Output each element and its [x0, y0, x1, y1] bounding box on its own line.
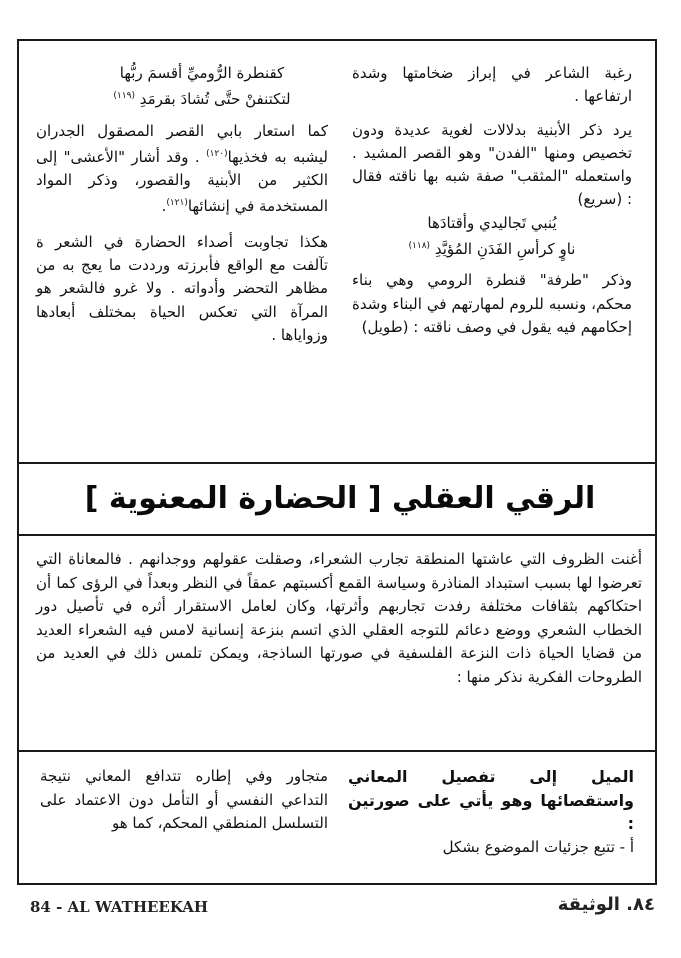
text: .: [161, 197, 167, 216]
bottom-right-column: [348, 765, 634, 859]
verse-line: [36, 85, 328, 111]
subheading: الميل إلى تفصيل المعاني واستقصائها وهو يأتي على صورتين :: [348, 767, 634, 833]
paragraph: وذكر "طرفة" قنطرة الرومي وهي بناء محكم، ونسبه للروم لمهارتهم في البناء وشدة إحكامهم فيه يقول في وصف ناقته : (طويل): [352, 271, 632, 336]
verse-text: ناوٍ كرأسِ الفَدَنِ المُؤيَّدِ: [434, 240, 576, 259]
divider: [18, 750, 656, 752]
paragraph: أغنت الظروف التي عاشتها المنطقة تجارب الشعراء، وصقلت عقولهم ووجدانهم . فالمعاناة التي تعرضوا لها بسبب استبداد المناذرة وسياسة القمع أكسبتهم عمقاً في النظر وبعداً في الرؤى كما أن احتكاكهم بثقافات مختلفة رفدت تجاربهم وأثرتها، وكان لعامل الاستقرار أثره في تأصيل دور الخطاب الشعري ووضع دعائم للتوجه العقلي الذي اتسم بنزعة إنسانية لامس فيه الشعراء العديد من قضايا الحياة ذات النزعة الفلسفية في صورتها الساذجة، ويمكن تلمس ذلك في العديد من الطروحات الفكرية نذكر منها :: [36, 550, 642, 686]
verse-line: كقنطرة الرُّوميِّ أقسمَ ربُّها: [119, 64, 285, 82]
left-column: [36, 62, 328, 347]
paragraph: متجاور وفي إطاره تتدافع المعاني نتيجة التداعي النفسي أو التأمل دون الاعتماد على التسلسل المنطقي المحكم، كما هو: [40, 767, 328, 832]
footer-page-label-arabic: ٨٤. الوثيقة: [557, 894, 655, 915]
footnote-ref: (١٢١): [166, 198, 188, 209]
footnote-ref: (١٢٠): [206, 148, 228, 159]
section-body: [36, 548, 642, 689]
paragraph: يرد ذكر الأبنية بدلالات لغوية عديدة ودون تخصيص ومنها "الفدن" وهو القصر المشيد . واستعمله "المثقب" صفة شبه بها ناقته فقال : (سريع): [352, 120, 632, 209]
footer-page-label: 84 - AL WATHEEKAH: [30, 898, 209, 916]
verse-line: [352, 235, 632, 261]
section-title: الرقي العقلي [ الحضارة المعنوية ]: [84, 481, 596, 516]
footnote-ref: (١١٩): [113, 91, 135, 102]
paragraph: رغبة الشاعر في إبراز ضخامتها وشدة ارتفاعها .: [352, 64, 632, 106]
verse-text: لتكتنفنْ حتَّى تُشادَ بقرمَدِ: [139, 90, 291, 109]
divider: [18, 534, 656, 536]
footnote-ref: (١١٨): [408, 241, 431, 252]
list-item: أ - تتبع جزئيات الموضوع بشكل: [442, 837, 634, 856]
right-column: [352, 62, 632, 339]
verse-line: يُنبي تَجاليدي وأقتادَها: [427, 213, 557, 232]
paragraph: [36, 120, 328, 219]
bottom-left-column: [40, 765, 328, 836]
text: . وقد أشار "الأعشى" إلى الكثير من الأبنية والقصور، وذكر المواد المستخدمة في إنشائها: [36, 147, 328, 216]
paragraph: هكذا تجاوبت أصداء الحضارة في الشعر ة تآلفت مع الواقع فأبرزته ورددت ما يعج به من مظاهر التحضر وأدواته . ولا غرو فالشعر هو المرآة التي تعكس الحياة بمختلف أبعادها وزواياها .: [36, 232, 328, 344]
divider: [18, 462, 656, 464]
text: كما استعار بابي القصر المصقول الجدران ليشبه به فخذيها: [36, 121, 328, 166]
